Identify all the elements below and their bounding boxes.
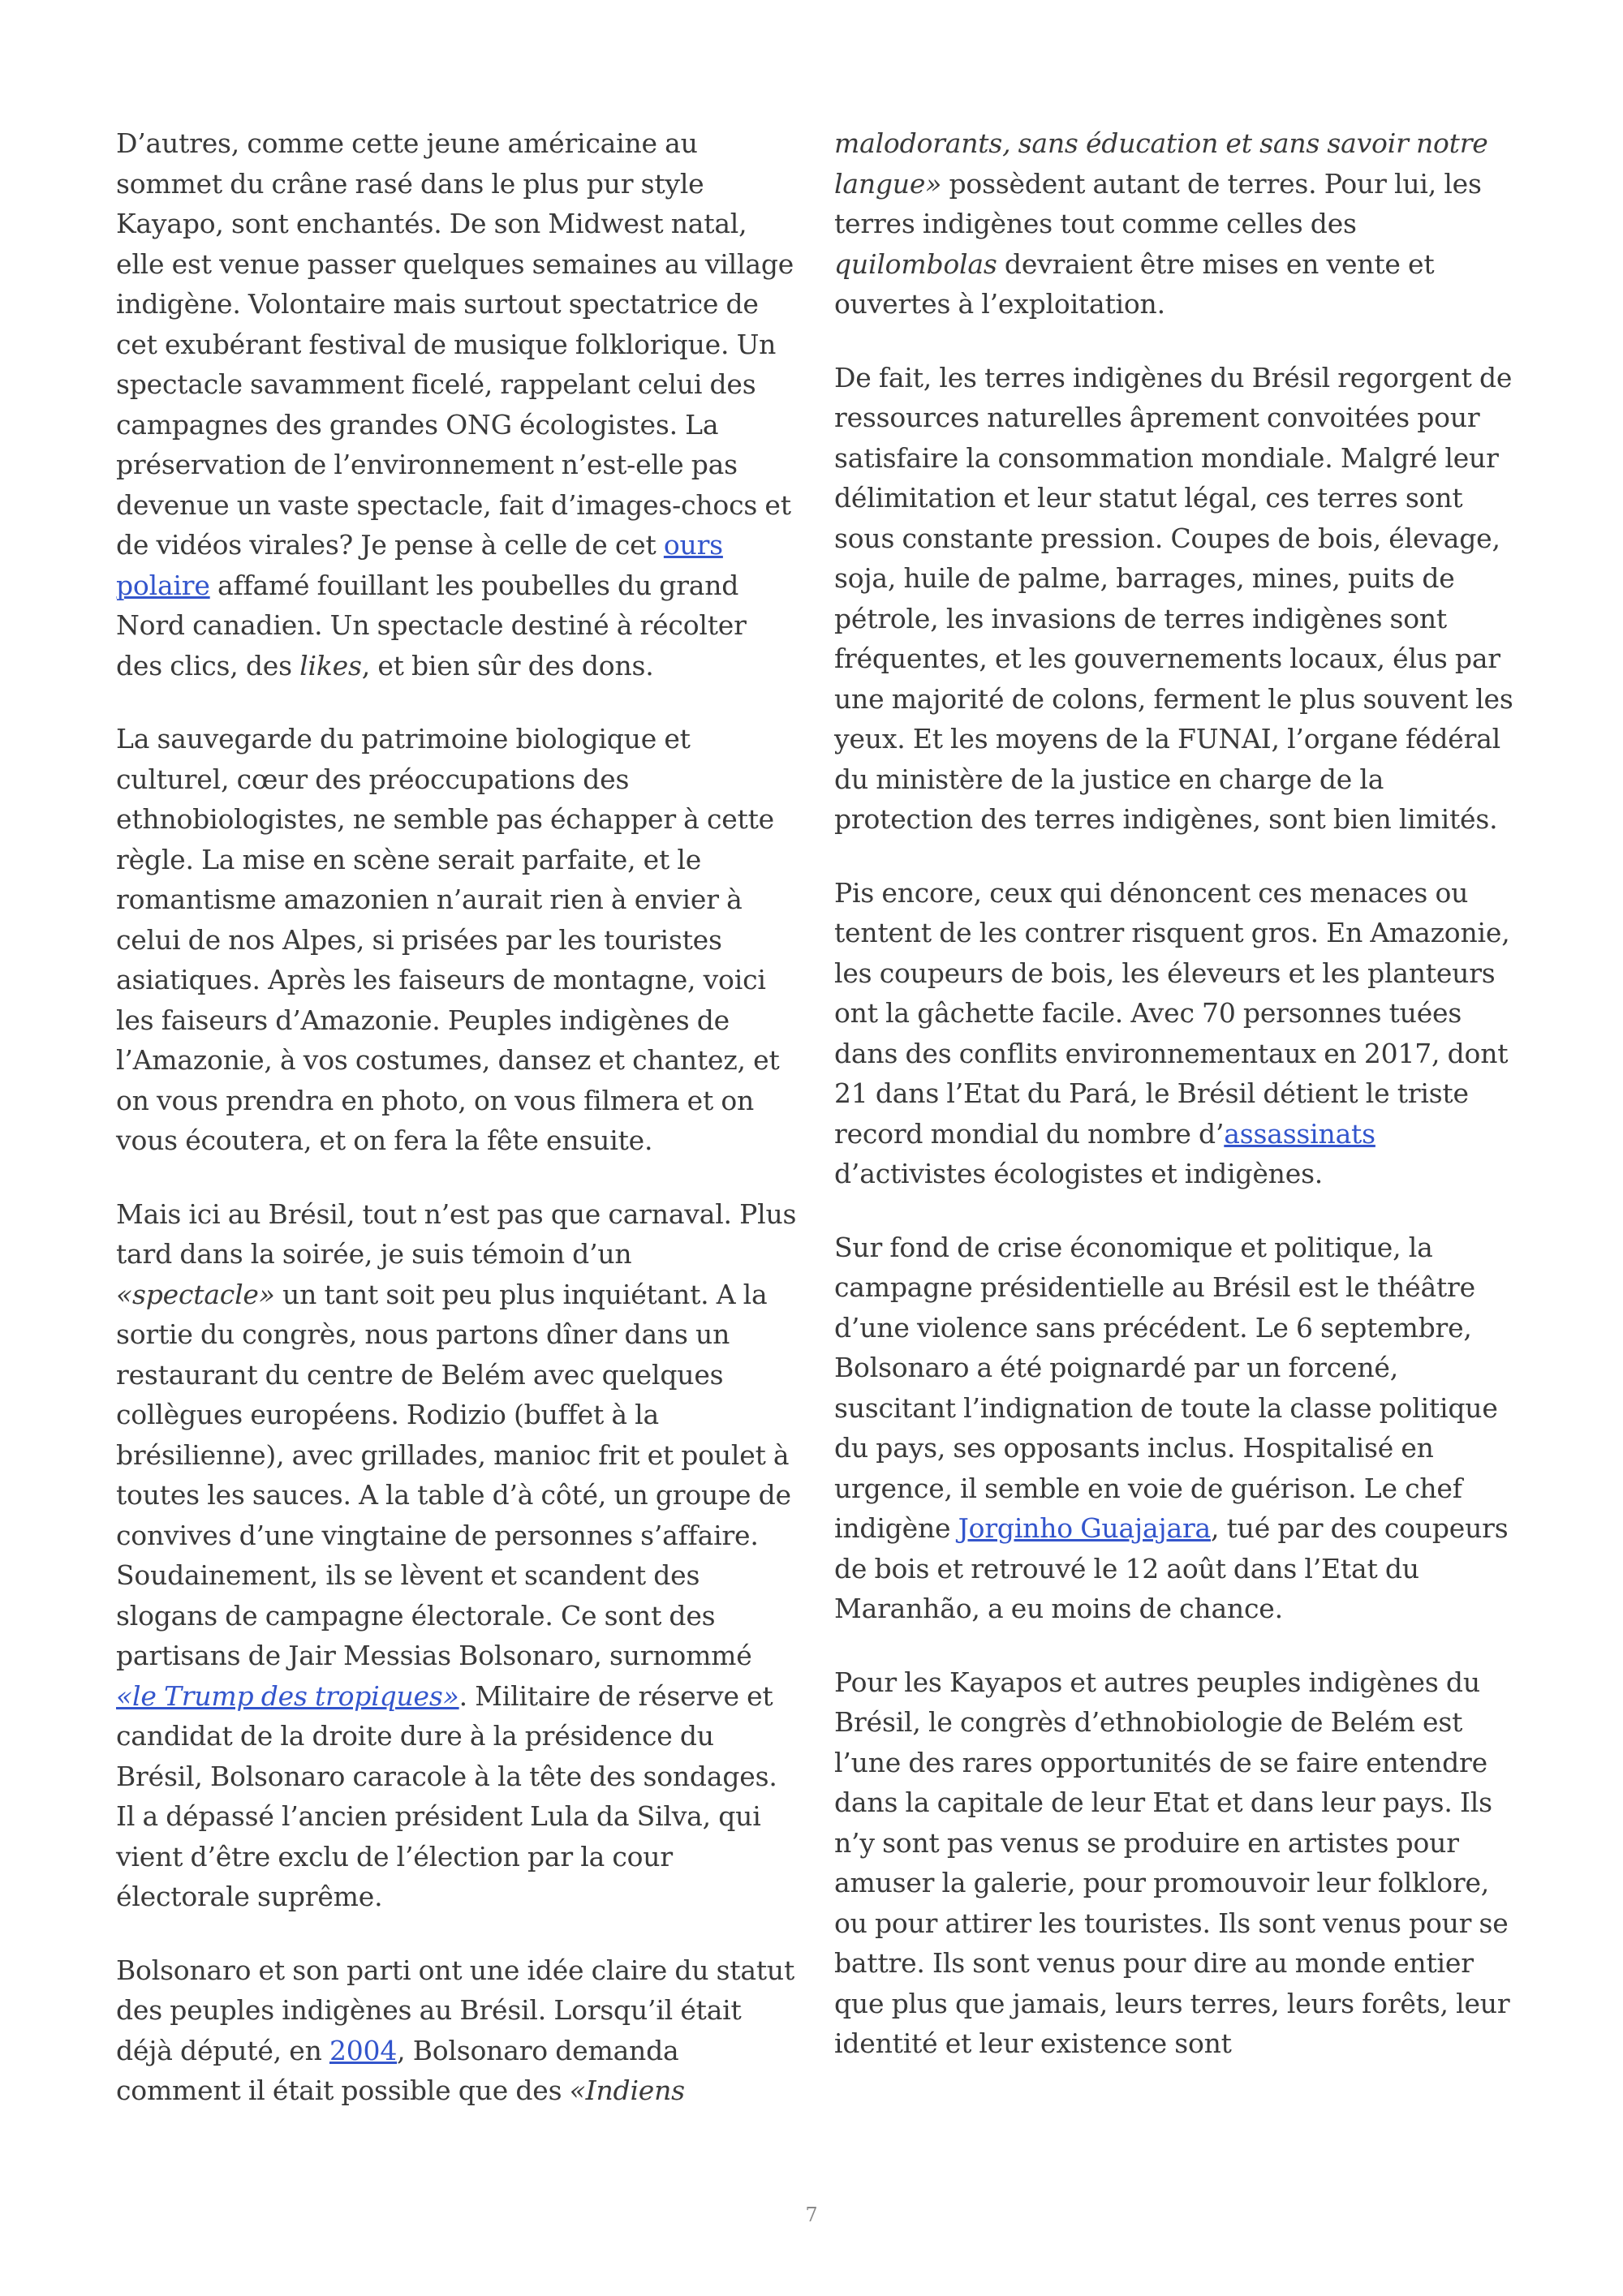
paragraph: Pour les Kayapos et autres peuples indigènes du Brésil, le congrès d’ethnobiologie de Belém est l’une des rares opportunités de se faire entendre dans la capitale de leur Etat et dans leur pays. Ils n’y sont pas venus se produire en artistes pour amuser la galerie, pour promouvoir leur folklore, ou pour attirer les touristes. Ils sont venus pour se battre. Ils sont venus pour dire au monde entier que plus que jamais, leurs terres, leurs forêts, leur identité et leur existence sont <box>834 1666 1510 2059</box>
ours-polaire-link[interactable]: ours polaire <box>116 529 723 601</box>
paragraph: De fait, les terres indigènes du Brésil regorgent de ressources naturelles âprement convoitées pour satisfaire la consommation mondiale. Malgré leur délimitation et leur statut légal, ces terres sont sous constante pression. Coupes de bois, élevage, soja, huile de palme, barrages, mines, puits de pétrole, les invasions de terres indigènes sont fréquentes, et les gouvernements locaux, élus par une majorité de colons, ferment le plus souvent les yeux. Et les moyens de la FUNAI, l’organe fédéral du ministère de la justice en charge de la protection des terres indigènes, sont bien limités. <box>834 361 1513 835</box>
paragraph: Pis encore, ceux qui dénoncent ces menaces ou tentent de les contrer risquent gros. En Amazonie, les coupeurs de bois, les éleveurs et les planteurs ont la gâchette facile. Avec 70 personnes tuées dans des conflits environnementaux en 2017, dont 21 dans l’Etat du Pará, le Brésil détient le triste record mondial du nombre d’assassinats d’activistes écologistes et indigènes. <box>834 876 1510 1189</box>
assassinats-link[interactable]: assassinats <box>1224 1117 1375 1150</box>
paragraph: Bolsonaro et son parti ont une idée claire du statut des peuples indigènes au Brésil. Lorsqu’il était déjà député, en 2004, Bolsonaro demanda comment il était possible que des «Indiens <box>116 1954 795 2106</box>
page-number: 7 <box>805 2204 818 2226</box>
paragraph: D’autres, comme cette jeune américaine au sommet du crâne rasé dans le plus pur style Kayapo, sont enchantés. De son Midwest natal, elle est venue passer quelques semaines au village indigène. Volontaire mais surtout spectatrice de cet exubérant festival de musique folklorique. Un spectacle savamment ficelé, rappelant celui des campagnes des grandes ONG écologistes. La préservation de l’environnement n’est-elle pas devenue un vaste spectacle, fait d’images-chocs et de vidéos virales? Je pense à celle de cet ours polaire affamé fouillant les poubelles du grand Nord canadien. Un spectacle destiné à récolter des clics, des likes, et bien sûr des dons. <box>116 127 794 681</box>
left-column <box>116 123 798 2144</box>
paragraph: malodorants, sans éducation et sans savoir notre langue» possèdent autant de terres. Pour lui, les terres indigènes tout comme celles des quilombolas devraient être mises en vente et ouvertes à l’exploitation. <box>834 127 1488 320</box>
paragraph: Sur fond de crise économique et politique, la campagne présidentielle au Brésil est le théâtre d’une violence sans précédent. Le 6 septembre, Bolsonaro a été poignardé par un forcené, suscitant l’indignation de toute la classe politique du pays, ses opposants inclus. Hospitalisé en urgence, il semble en voie de guérison. Le chef indigène Jorginho Guajajara, tué par des coupeurs de bois et retrouvé le 12 août dans l’Etat du Maranhão, a eu moins de chance. <box>834 1231 1509 1624</box>
paragraph: Mais ici au Brésil, tout n’est pas que carnaval. Plus tard dans la soirée, je suis témoin d’un «spectacle» un tant soit peu plus inquiétant. A la sortie du congrès, nous partons dîner dans un restaurant du centre de Belém avec quelques collègues européens. Rodizio (buffet à la brésilienne), avec grillades, manioc frit et poulet à toutes les sauces. A la table d’à côté, un groupe de convives d’une vingtaine de personnes s’affaire. Soudainement, ils se lèvent et scandent des slogans de campagne électorale. Ce sont des partisans de Jair Messias Bolsonaro, surnommé «le Trump des tropiques». Militaire de réserve et candidat de la droite dure à la présidence du Brésil, Bolsonaro caracole à la tête des sondages. Il a dépassé l’ancien président Lula da Silva, qui vient d’être exclu de l’élection par la cour électorale suprême. <box>116 1197 797 1912</box>
year-2004-link[interactable]: 2004 <box>329 2034 398 2066</box>
jorginho-guajajara-link[interactable]: Jorginho Guajajara <box>958 1512 1211 1544</box>
paragraph: La sauvegarde du patrimoine biologique et culturel, cœur des préoccupations des ethnobiologistes, ne semble pas échapper à cette règle. La mise en scène serait parfaite, et le romantisme amazonien n’aurait rien à envier à celui de nos Alpes, si prisées par les touristes asiatiques. Après les faiseurs de montagne, voici les faiseurs d’Amazonie. Peuples indigènes de l’Amazonie, à vos costumes, dansez et chantez, et on vous prendra en photo, on vous filmera et on vous écoutera, et on fera la fête ensuite. <box>116 723 780 1156</box>
right-column <box>834 123 1520 2097</box>
trump-des-tropiques-link[interactable]: «le Trump des tropiques» <box>116 1679 459 1712</box>
